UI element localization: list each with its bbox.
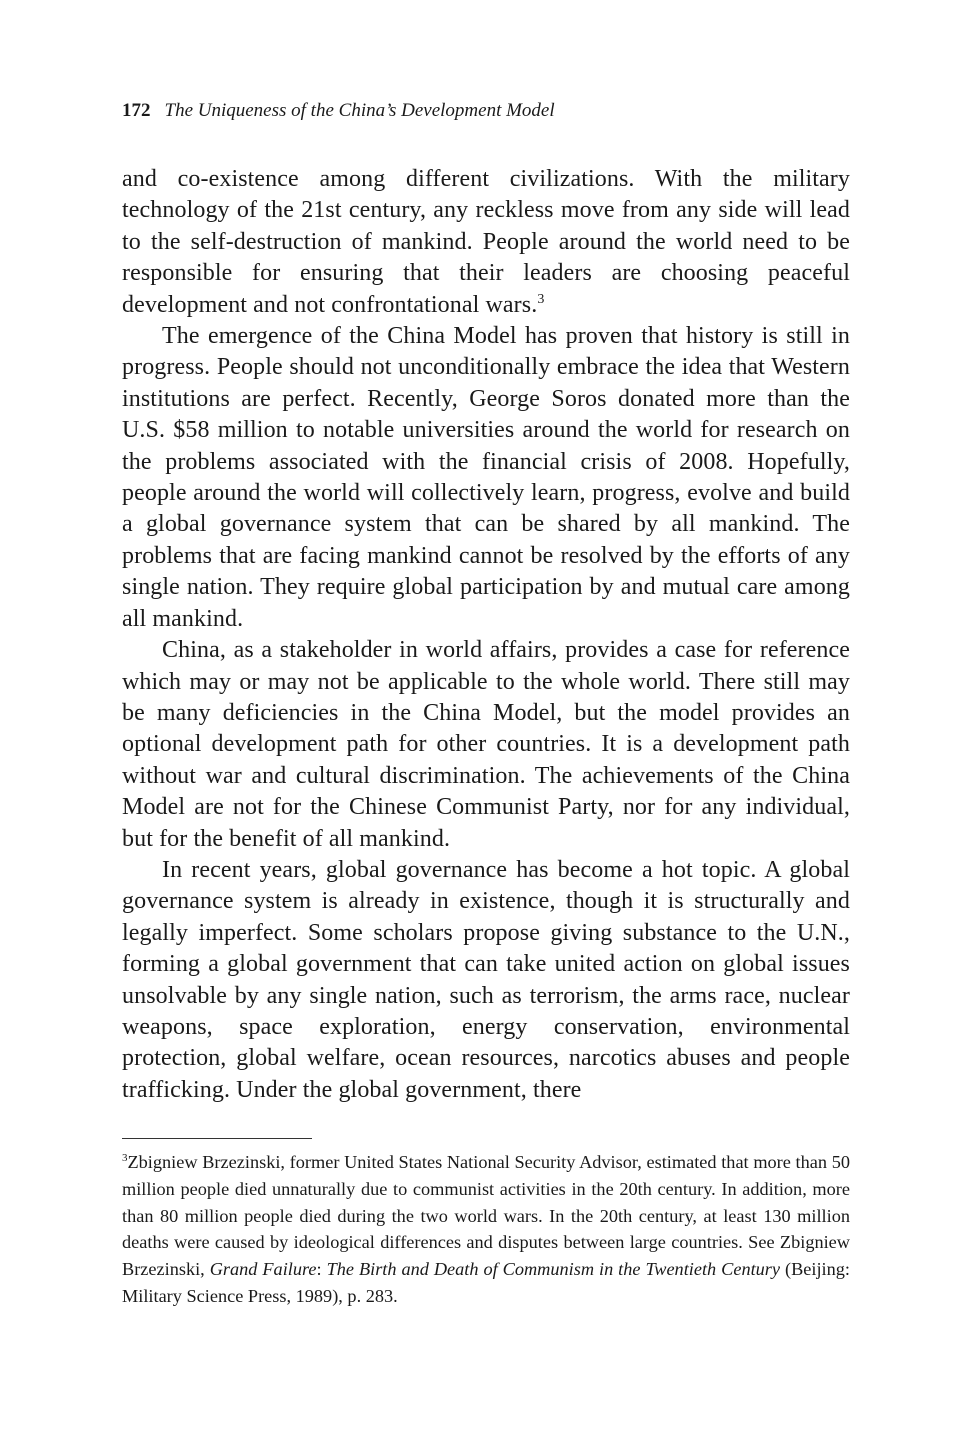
- paragraph-1-text: and co-existence among different civilizations. With the military technology of the 21st century, any reckless move from any side will lead to the self-destruction of mankind. People around the world need to be responsible for ensuring that their leaders are choosing peaceful development and not confrontational wars.: [122, 166, 850, 318]
- body-text: [122, 164, 850, 1106]
- footnote-separator: :: [316, 1259, 327, 1279]
- running-title: The Uniqueness of the China’s Development Model: [164, 100, 555, 121]
- footnote-reference: 3: [537, 291, 545, 307]
- page-number: 172: [122, 100, 151, 121]
- running-head: [122, 94, 850, 128]
- paragraph-2: The emergence of the China Model has proven that history is still in progress. People should not unconditionally embrace the idea that Western institutions are perfect. Recently, George Soros donated more than the U.S. $58 million to notable universities around the world for research on the problems associated with the financial crisis of 2008. Hopefully, people around the world will collectively learn, progress, evolve and build a global governance system that can be shared by all mankind. The problems that are facing mankind cannot be resolved by the efforts of any single nation. They require global participation by and mutual care among all mankind.: [122, 323, 850, 632]
- footnote-book-subtitle: The Birth and Death of Communism in the Twentieth Century: [326, 1259, 781, 1279]
- footnote-marker: 3: [122, 1152, 128, 1165]
- footnote-rule: [122, 1138, 312, 1139]
- footnote-text: Zbigniew Brzezinski, former United States National Security Advisor, estimated that more than 50 million people died unnaturally due to communist activities in the 20th century. In addition, more than 80 million people died during the two world wars. In the 20th century, at least 130 million deaths were caused by ideological differences and disputes between large countries. See Zbigniew Brzezinski,: [122, 1152, 850, 1279]
- footnote: [122, 1149, 850, 1309]
- paragraph-1: [122, 164, 850, 321]
- paragraph-3: China, as a stakeholder in world affairs, provides a case for reference which may or may not be applicable to the whole world. There still may be many deficiencies in the China Model, but the model provides an optional development path for other countries. It is a development path without war and cultural discrimination. The achievements of the China Model are not for the Chinese Communist Party, nor for any individual, but for the benefit of all mankind.: [122, 637, 850, 852]
- footnote-citation: (Beijing: Military Science Press, 1989), p. 283.: [122, 1259, 850, 1306]
- footnote-book-title: Grand Failure: [209, 1259, 317, 1279]
- book-page: [122, 94, 850, 1309]
- paragraph-4: In recent years, global governance has become a hot topic. A global governance system is already in existence, though it is structurally and legally imperfect. Some scholars propose giving substance to the U.N., forming a global government that can take united action on global issues unsolvable by any single nation, such as terrorism, the arms race, nuclear weapons, space exploration, energy conservation, environmental protection, global welfare, ocean resources, narcotics abuses and people trafficking. Under the global government, there: [122, 856, 850, 1103]
